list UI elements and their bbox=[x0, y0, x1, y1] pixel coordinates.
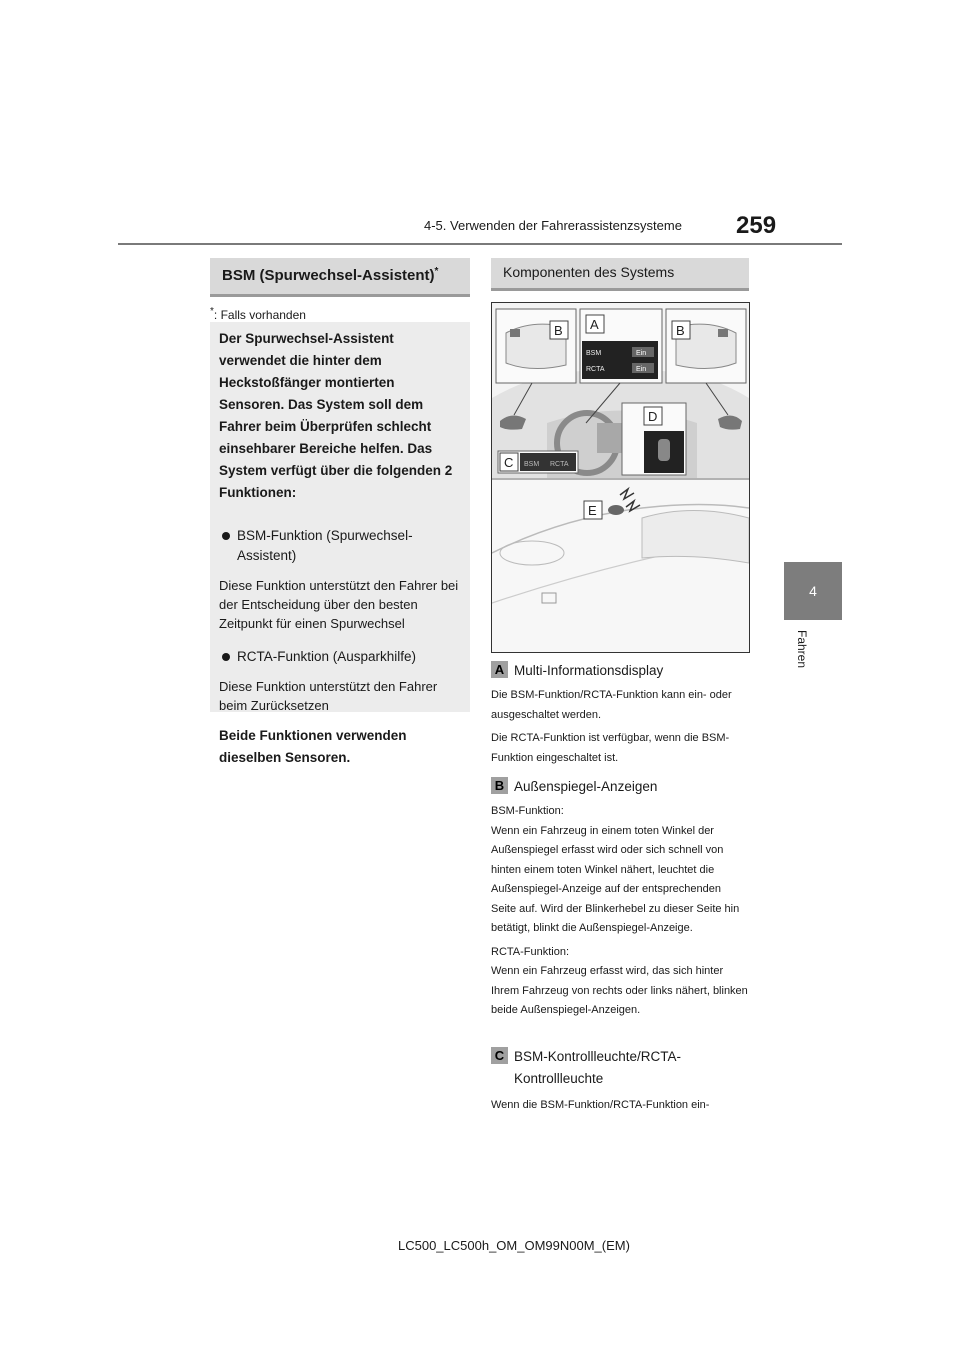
item-b-title: Außenspiegel-Anzeigen bbox=[514, 779, 658, 794]
model-code: LC500_LC500h_OM_OM99N00M_(EM) bbox=[398, 1238, 630, 1253]
footnote-marker: * bbox=[210, 306, 214, 317]
item-a-title: Multi-Informationsdisplay bbox=[514, 663, 664, 678]
footnote-text: : Falls vorhanden bbox=[213, 308, 306, 322]
intro-text: Der Spurwechsel-Assistent verwendet die hinter dem Heckstoßfänger montierten Sensoren. Das System soll dem Fahrer beim Überprüfen schlecht einsehbarer Bereiche helfen. Das System verfügt über die folgenden 2 Funktionen: bbox=[219, 331, 453, 500]
label-d: D bbox=[648, 409, 658, 424]
system-components-figure bbox=[491, 302, 750, 653]
item-b-text-2: Wenn ein Fahrzeug in einem toten Winkel der Außenspiegel erfasst wird oder sich schnell von hinten einem toten Winkel nähert, leuchtet die Außenspiegel-Anzeige auf der entsprechenden Seite auf. Wird der Blinkerhebel zu dieser Seite hin betätigt, blinkt die Außenspiegel-Anzeige. bbox=[491, 824, 740, 934]
display-bsm: BSM bbox=[586, 350, 602, 357]
item-b-text-1: BSM-Funktion: bbox=[491, 805, 564, 817]
bullet-bsm-desc: Diese Funktion unterstützt den Fahrer bei der Entscheidung über den besten Zeitpunkt für einen Spurwechsel bbox=[219, 578, 459, 631]
badge-b: B bbox=[491, 777, 508, 794]
item-a-text-2: Die RCTA-Funktion ist verfügbar, wenn die BSM-Funktion eingeschaltet ist. bbox=[491, 732, 730, 764]
label-a: A bbox=[590, 317, 599, 332]
item-b-text-3: RCTA-Funktion: bbox=[491, 945, 570, 958]
label-b-right: B bbox=[676, 323, 685, 338]
bullet-bsm-text: BSM-Funktion (Spurwechsel-Assistent) bbox=[237, 528, 413, 563]
indicator-rcta: RCTA bbox=[550, 461, 569, 468]
section-title: 4-5. Verwenden der Fahrerassistenzsysteme bbox=[424, 218, 682, 233]
label-b-left: B bbox=[554, 323, 563, 338]
page-number: 259 bbox=[736, 212, 777, 239]
bullet-dot-icon bbox=[222, 653, 230, 661]
footnote bbox=[210, 306, 306, 322]
badge-c: C bbox=[491, 1047, 508, 1064]
chapter-tab: 4 bbox=[784, 562, 842, 620]
bullet-rcta-desc: Diese Funktion unterstützt den Fahrer beim Zurücksetzen bbox=[219, 679, 438, 713]
display-on-bsm: Ein bbox=[636, 350, 647, 357]
display-on-rcta: Ein bbox=[636, 366, 647, 373]
bullet-bsm bbox=[219, 526, 463, 566]
components-heading-text: Komponenten des Systems bbox=[503, 264, 675, 280]
item-b-text-4: Wenn ein Fahrzeug erfasst wird, das sich hinter Ihrem Fahrzeug von rechts oder links nähert, blinken beide Außenspiegel-Anzeigen. bbox=[491, 965, 748, 1016]
bullet-dot-icon bbox=[222, 532, 230, 540]
bsm-heading bbox=[210, 258, 470, 297]
label-c: C bbox=[504, 455, 514, 470]
label-e: E bbox=[588, 503, 597, 518]
item-a-text-1: Die BSM-Funktion/RCTA-Funktion kann ein- oder ausgeschaltet werden. bbox=[491, 689, 732, 721]
intro-box bbox=[210, 322, 470, 765]
indicator-bsm: BSM bbox=[524, 461, 540, 468]
closing-text: Beide Funktionen verwenden dieselben Sensoren. bbox=[219, 728, 407, 765]
bullet-rcta bbox=[219, 647, 463, 667]
bullet-rcta-text: RCTA-Funktion (Ausparkhilfe) bbox=[237, 649, 417, 664]
car-interior-illustration bbox=[492, 303, 749, 652]
item-a bbox=[491, 660, 749, 768]
item-c bbox=[491, 1046, 749, 1116]
chapter-label: Fahren bbox=[795, 630, 809, 669]
display-rcta: RCTA bbox=[586, 366, 605, 373]
header-divider bbox=[118, 243, 842, 245]
item-c-text-1: Wenn die BSM-Funktion/RCTA-Funktion ein- bbox=[491, 1099, 710, 1111]
components-heading bbox=[491, 258, 749, 291]
item-b bbox=[491, 776, 749, 1021]
item-c-title: BSM-Kontrollleuchte/RCTA-Kontrollleuchte bbox=[514, 1049, 682, 1086]
heading-marker: * bbox=[434, 266, 439, 277]
bsm-heading-text: BSM (Spurwechsel-Assistent) bbox=[222, 267, 435, 284]
badge-a: A bbox=[491, 661, 508, 678]
